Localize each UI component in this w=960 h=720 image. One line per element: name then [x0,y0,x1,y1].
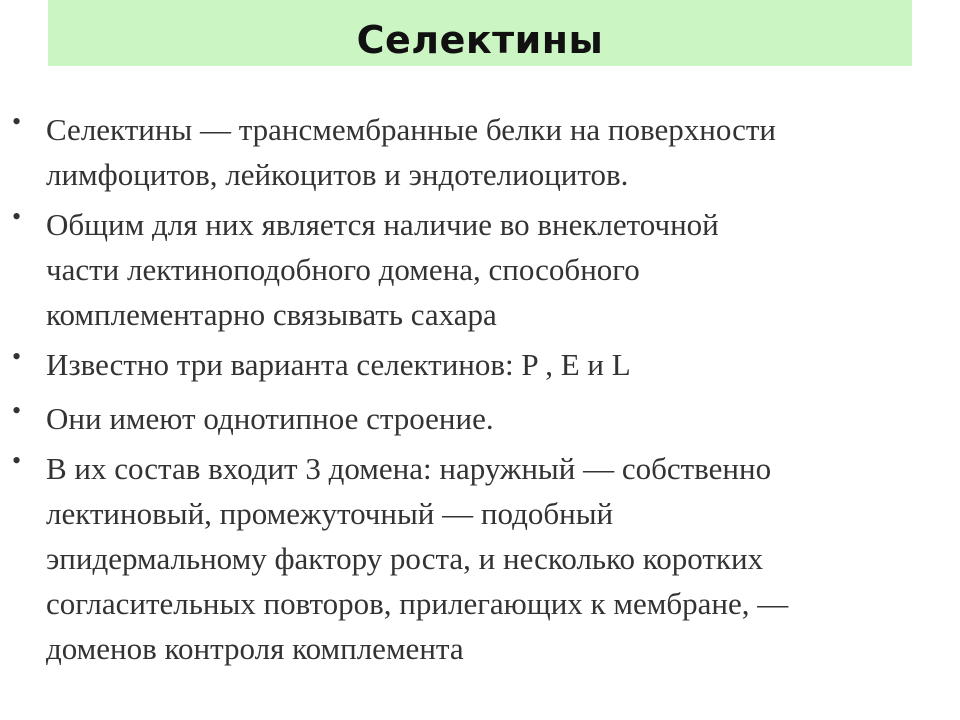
bullet-text [46,396,926,441]
bullet-marker: • [12,107,22,136]
bullet-text [46,107,926,197]
bullet-marker: • [12,446,22,475]
bullet-line: Селектины — трансмембранные белки на поверхности [46,112,776,147]
bullet-line: части лектиноподобного домена, способного [46,252,640,287]
bullet-marker: • [12,396,22,425]
bullet-line: Известно три варианта селектинов: P , E и L [46,347,631,382]
bullet-line: Они имеют однотипное строение. [46,401,494,436]
bullet-marker: • [12,202,22,231]
bullet-line: согласительных повторов, прилегающих к мембране, — [46,586,789,621]
bullet-text [46,342,926,387]
bullet-line: Общим для них является наличие во внеклеточной [46,207,719,242]
slide-title: Селектины [356,18,604,62]
bullet-line: комплементарно связывать сахара [46,297,497,332]
bullet-line: В их состав входит 3 домена: наружный — собственно [46,451,772,486]
bullet-text [46,446,926,671]
bullet-line: лимфоцитов, лейкоцитов и эндотелиоцитов. [46,157,629,192]
bullet-line: доменов контроля комплемента [46,631,464,666]
bullet-text [46,202,926,337]
bullet-line: эпидермальному фактору роста, и несколько коротких [46,541,764,576]
bullet-line: лектиновый, промежуточный — подобный [46,496,614,531]
bullet-marker: • [12,342,22,371]
